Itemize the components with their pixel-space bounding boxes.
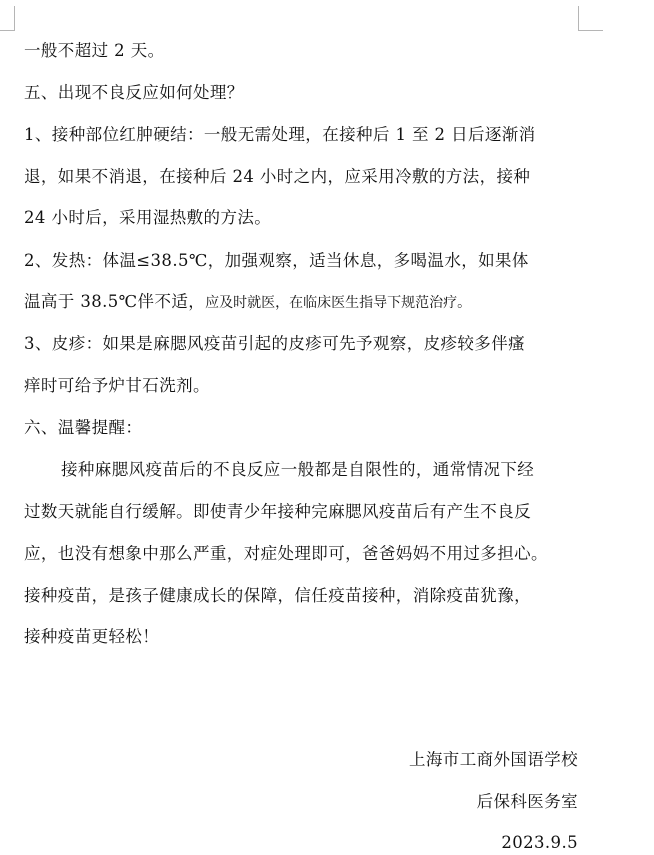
signature-school: 上海市工商外国语学校 — [409, 750, 578, 769]
page-corner-mark-left — [0, 6, 15, 31]
page-corner-mark-right — [578, 6, 603, 31]
signature-date: 2023.9.5 — [501, 833, 578, 852]
text-line-7-small: 应及时就医，在临床医生指导下规范治疗。 — [205, 295, 472, 311]
text-line-8: 3、皮疹：如果是麻腮风疫苗引起的皮疹可先予观察，皮疹较多伴瘙 — [24, 334, 525, 353]
text-line-11: 接种麻腮风疫苗后的不良反应一般都是自限性的，通常情况下经 — [61, 460, 535, 479]
text-line-14: 接种疫苗，是孩子健康成长的保障，信任疫苗接种，消除疫苗犹豫， — [24, 586, 531, 605]
text-line-4: 退，如果不消退，在接种后 24 小时之内，应采用冷敷的方法，接种 — [24, 167, 531, 186]
section-heading-5: 五、出现不良反应如何处理？ — [24, 83, 244, 102]
text-line-3: 1、接种部位红肿硬结：一般无需处理，在接种后 1 至 2 日后逐渐消 — [24, 125, 536, 144]
text-line-6: 2、发热：体温≤38.5℃，加强观察，适当休息，多喝温水，如果体 — [24, 251, 529, 270]
text-line-9: 痒时可给予炉甘石洗剂。 — [24, 376, 210, 395]
text-line-13: 应，也没有想象中那么严重，对症处理即可，爸爸妈妈不用过多担心。 — [24, 544, 548, 563]
text-line-7 — [24, 292, 471, 313]
text-line-5: 24 小时后，采用湿热敷的方法。 — [24, 208, 272, 227]
text-line-1: 一般不超过 2 天。 — [24, 41, 165, 60]
text-line-7-main: 温高于 38.5℃伴不适， — [24, 292, 206, 311]
section-heading-6: 六、温馨提醒： — [24, 418, 143, 437]
text-line-15: 接种疫苗更轻松！ — [24, 627, 160, 646]
signature-office: 后保科医务室 — [476, 792, 578, 811]
text-line-12: 过数天就能自行缓解。即使青少年接种完麻腮风疫苗后有产生不良反 — [24, 502, 531, 521]
